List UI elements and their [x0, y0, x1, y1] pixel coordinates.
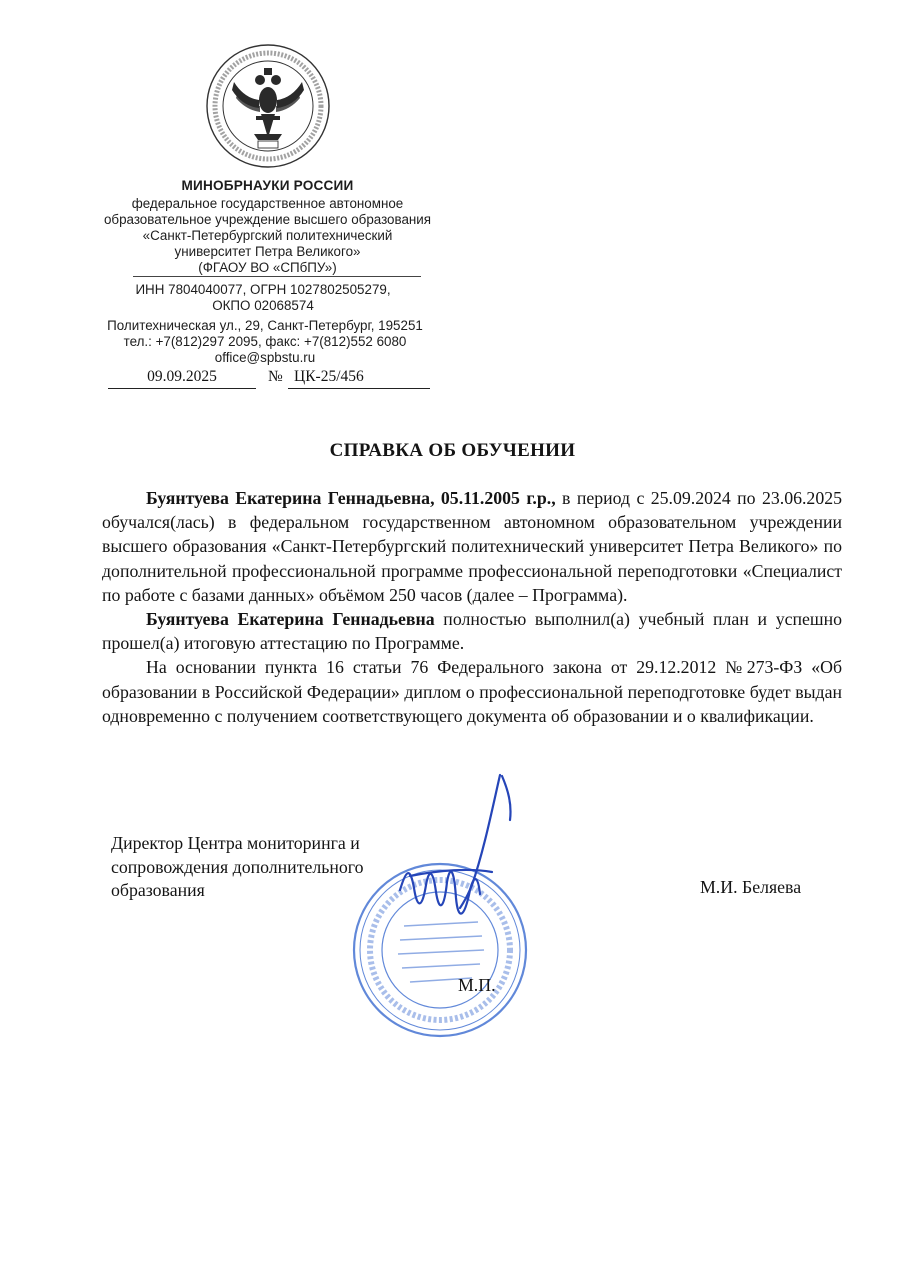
student-name-dob: Буянтуева Екатерина Геннадьевна, 05.11.2005 г.р.,: [146, 488, 556, 508]
body-paragraph: [102, 607, 842, 655]
org-line: «Санкт-Петербургский политехнический: [142, 228, 393, 243]
org-line: федеральное государственное автономное: [131, 196, 404, 211]
signer-name: М.И. Беляева: [700, 877, 802, 897]
requisites-line: ИНН 7804040077, ОГРН 1027802505279,: [135, 282, 391, 297]
requisites: [103, 282, 423, 314]
university-emblem-icon: [204, 42, 332, 170]
email-line: office@spbstu.ru: [214, 350, 316, 365]
number-underline: [288, 388, 430, 389]
address-line: Политехническая ул., 29, Санкт-Петербург, 195251: [107, 318, 423, 333]
position-line: Директор Центра мониторинга и: [111, 833, 360, 853]
address-line: тел.: +7(812)297 2095, факс: +7(812)552 6080: [123, 334, 407, 349]
student-name: Буянтуева Екатерина Геннадьевна: [146, 609, 435, 630]
document-body: [102, 486, 842, 728]
org-line: образовательное учреждение высшего образования: [103, 212, 432, 227]
address-block: [95, 318, 435, 366]
document-title: СПРАВКА ОБ ОБУЧЕНИИ: [329, 440, 576, 461]
org-line: (ФГАОУ ВО «СПбПУ»): [198, 260, 337, 275]
signer-position: [111, 832, 431, 903]
position-line: сопровождения дополнительного: [111, 856, 364, 877]
organization-name: [90, 196, 445, 276]
body-paragraph: [102, 486, 842, 607]
registration-date: 09.09.2025: [147, 368, 217, 385]
stamp-place-label: М.П.: [458, 975, 496, 995]
letterhead-divider: [133, 276, 421, 277]
registration-line: [108, 368, 438, 392]
paragraph-text: в период с 25.09.2024 по 23.06.2025 обучался(лась) в федеральном государственном автономном образовательном учреждении высшего образования «Санкт-Петербургский политехнический университет Петра Великого» по дополнительной профессиональной программе профессиональной переподготовки «Специалист по работе с базами данных» объёмом 250 часов (далее – Программа).: [102, 488, 842, 605]
body-paragraph: На основании пункта 16 статьи 76 Федерального закона от 29.12.2012 №273-ФЗ «Об образовании в Российской Федерации» диплом о профессиональной переподготовке будет выдан одновременно с получением соответствующего документа об образовании и о квалификации.: [102, 657, 842, 726]
requisites-line: ОКПО 02068574: [212, 298, 314, 313]
number-sign: №: [268, 368, 283, 385]
registration-number: ЦК-25/456: [294, 368, 364, 385]
date-underline: [108, 388, 256, 389]
paragraph-text: полностью выполнил(а) учебный план и успешно прошел(а) итоговую аттестацию по Программе.: [102, 609, 842, 654]
position-line: образования: [111, 880, 205, 900]
ministry-name: МИНОБРНАУКИ РОССИИ: [181, 178, 354, 193]
org-line: университет Петра Великого»: [174, 244, 361, 259]
